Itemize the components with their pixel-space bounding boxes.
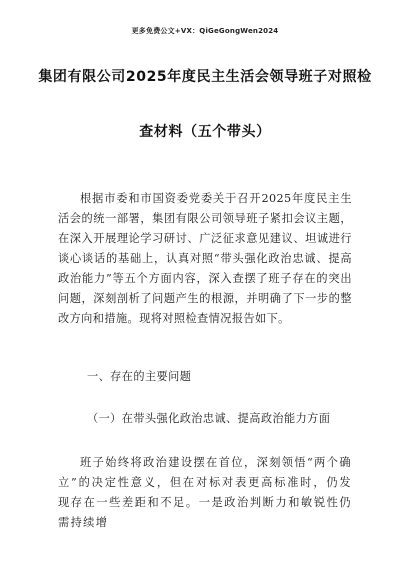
header-note: 更多免费公文+VX：QiGeGongWen2024 <box>131 27 279 35</box>
subsection-heading: （一）在带头强化政治忠诚、提高政治能力方面 <box>87 412 331 425</box>
section-heading: 一、存在的主要问题 <box>87 370 192 383</box>
intro-paragraph: 根据市委和市国资委党委关于召开2025年度民主生活会的统一部署，集团有限公司领导班子紧扣会议主题，在深入开展理论学习研讨、广泛征求意见建议、坦诚进行谈心谈话的基础上，认真对照“带头强化政治忠诚、提高政治能力”等五个方面内容，深入查摆了班子存在的突出问题，深刻剖析了问题产生的根源，并明确了下一步的整改方向和措施。现将对照检查情况报告如下。 <box>58 192 352 325</box>
body-paragraph: 班子始终将政治建设摆在首位，深刻领悟“两个确立”的决定性意义，但在对标对表更高标准时，仍发现存在一些差距和不足。一是政治判断力和敏锐性仍需持续增 <box>58 456 352 529</box>
document-title-line-2: 查材料（五个带头） <box>139 124 271 140</box>
document-title-line-1: 集团有限公司2025年度民主生活会领导班子对照检 <box>38 69 372 85</box>
